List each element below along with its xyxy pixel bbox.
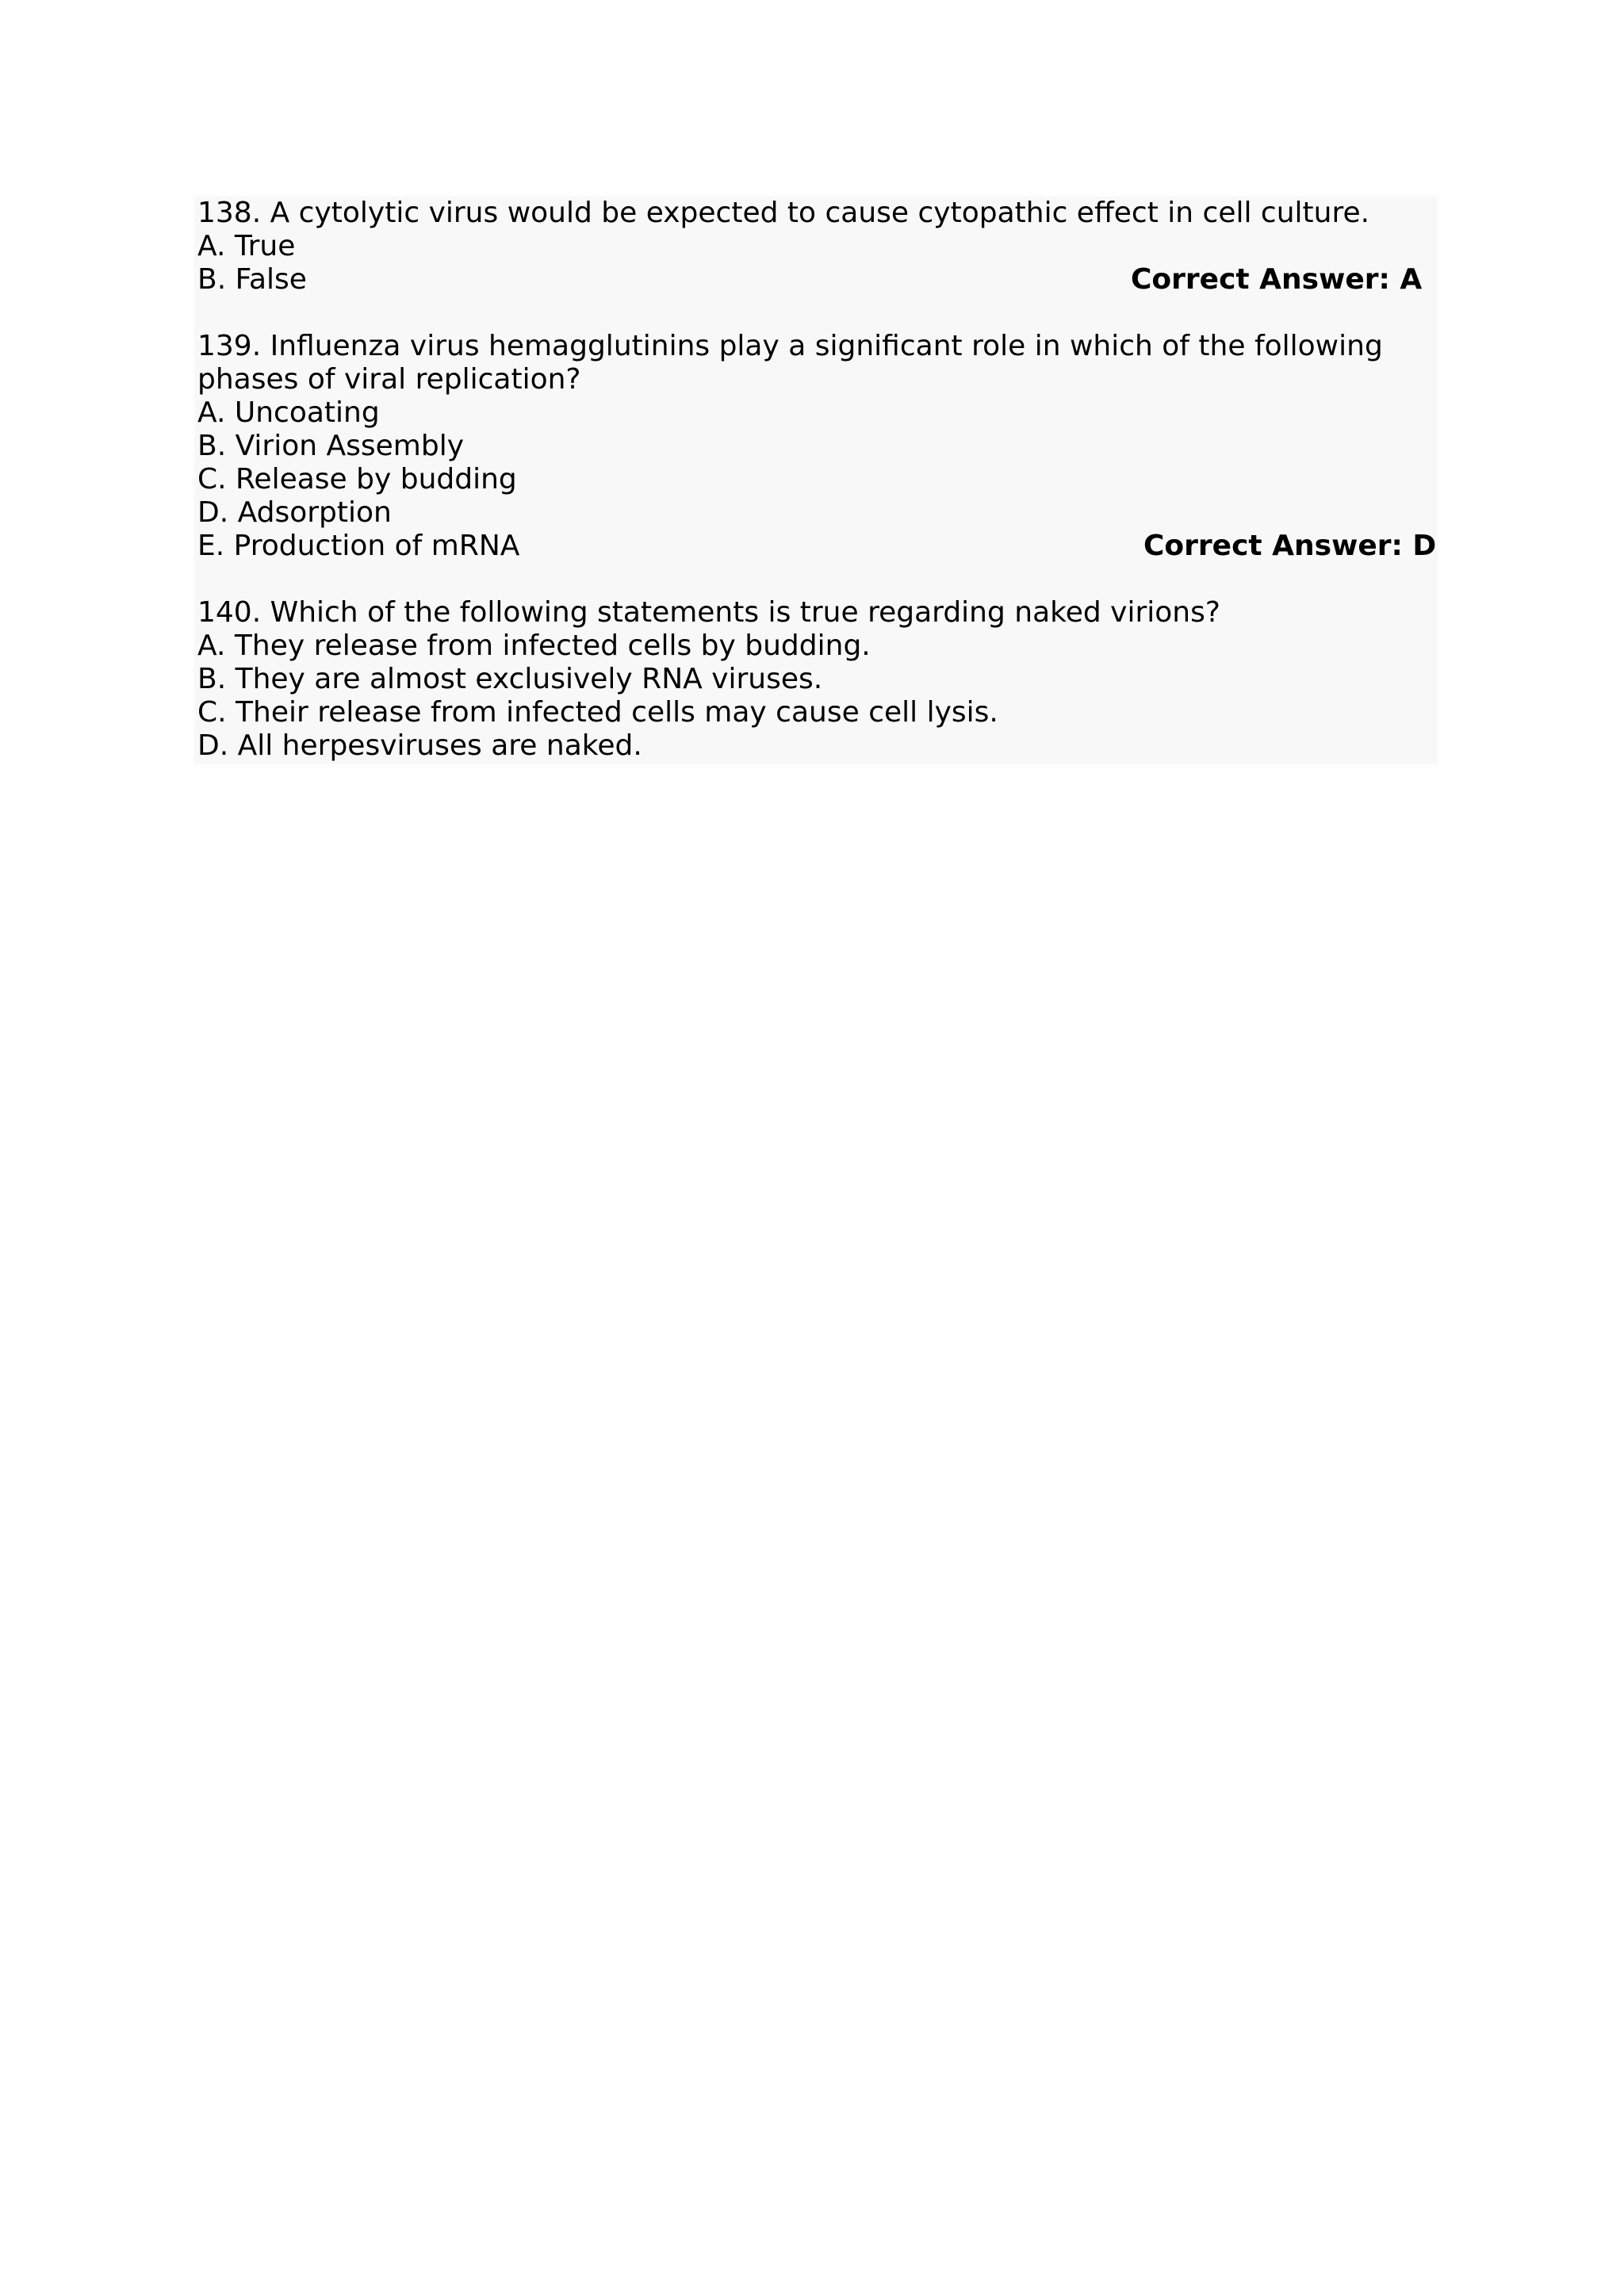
option-c: C. Their release from infected cells may cause cell lysis.	[197, 696, 998, 729]
option-a: A. They release from infected cells by budding.	[197, 629, 871, 662]
option-b: B. False	[197, 263, 307, 296]
option-d: D. All herpesviruses are naked.	[197, 729, 642, 762]
option-d: D. Adsorption	[197, 496, 392, 529]
question-139	[197, 330, 1437, 563]
question-prompt: 140. Which of the following statements is true regarding naked virions?	[197, 596, 1220, 629]
option-a: A. Uncoating	[197, 396, 380, 429]
question-140	[197, 596, 1434, 763]
option-e: E. Production of mRNA	[197, 530, 520, 562]
question-block	[194, 197, 1438, 764]
option-b: B. Virion Assembly	[197, 430, 465, 462]
question-prompt-line-1: 139. Influenza virus hemagglutinins play a significant role in which of the following	[197, 330, 1383, 362]
option-b: B. They are almost exclusively RNA viruses.	[197, 663, 823, 695]
question-prompt-line-2: phases of viral replication?	[197, 363, 581, 396]
question-138	[197, 197, 1434, 297]
question-prompt: 138. A cytolytic virus would be expected to cause cytopathic effect in cell culture.	[197, 197, 1370, 229]
option-a: A. True	[197, 230, 296, 262]
option-c: C. Release by budding	[197, 463, 517, 496]
correct-answer: Correct Answer: D	[1143, 530, 1437, 562]
correct-answer: Correct Answer: A	[1131, 263, 1423, 296]
